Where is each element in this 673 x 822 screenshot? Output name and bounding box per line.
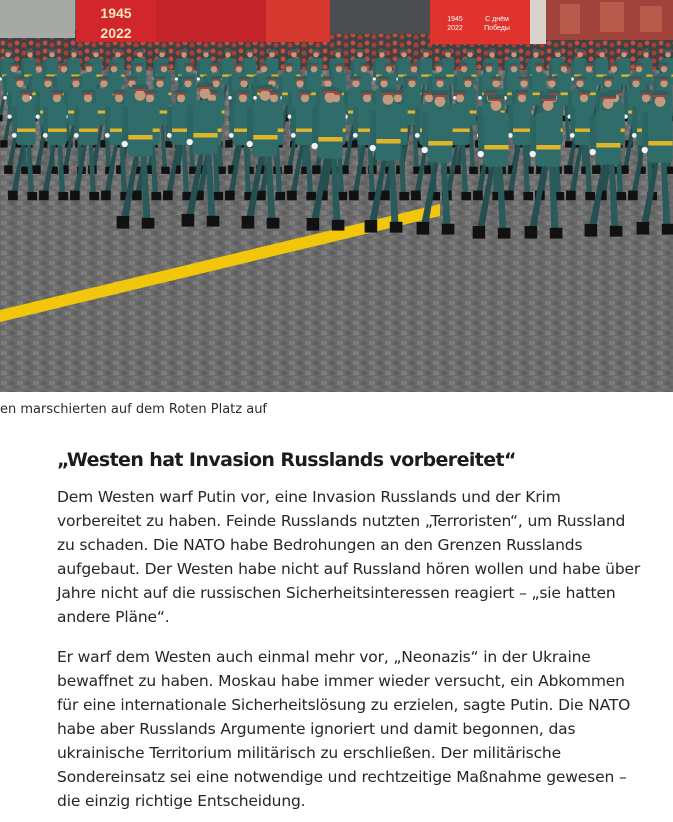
banner-right-label-top: С днём	[485, 16, 509, 23]
parade-photo	[0, 0, 673, 392]
photo-caption: en marschierten auf dem Roten Platz auf	[0, 402, 268, 417]
banner-right-label-bottom: Победы	[484, 25, 510, 32]
banner-year-top: 1945	[100, 5, 132, 21]
article-heading: „Westen hat Invasion Russlands vorbereitet“	[57, 449, 516, 471]
banner-right-year-top: 1945	[447, 16, 463, 23]
banner-right-year-bottom: 2022	[447, 25, 463, 32]
banner-year-bottom: 2022	[100, 25, 132, 41]
article-paragraph-2: Er warf dem Westen auch einmal mehr vor, „Neonazis“ in der Ukraine bewaffnet zu haben. Moskau habe immer wieder versucht, ein Abkommen für eine internationale Sicherheitslösung zu erzielen, sagte Putin. Die NATO habe aber Russlands Argumente ignoriert und damit begonnen, das ukrainische Territorium militärisch zu erschließen. Der militärische Sondereinsatz sei eine notwendige und rechtzeitige Maßnahme gewesen – die einzig richtige Entscheidung.	[57, 648, 631, 810]
article-body	[57, 446, 643, 822]
article-paragraph-1: Dem Westen warf Putin vor, eine Invasion Russlands und der Krim vorbereitet zu haben. Feinde Russlands nutzten „Terroristen“, um Russland zu schaden. Die NATO habe Bedrohungen an den Grenzen Russlands aufgebaut. Der Westen habe nicht auf Russland hören wollen und habe über Jahre nicht auf die russischen Sicherheitsinteressen reagiert – „sie hatten andere Pläne“.	[57, 488, 641, 626]
